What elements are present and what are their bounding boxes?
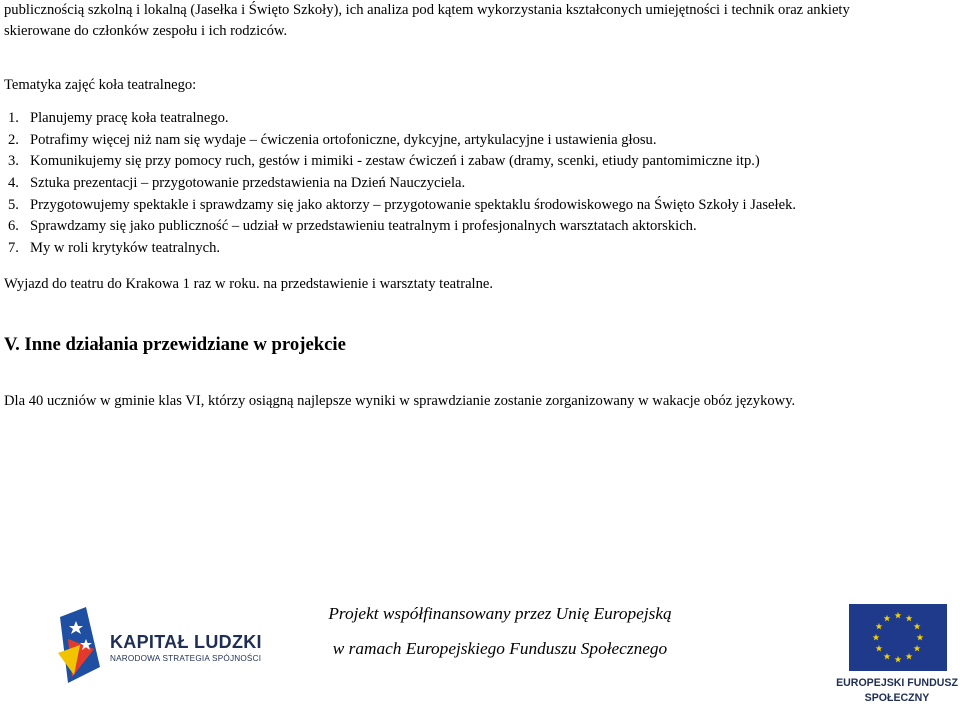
list-item-number: 5. — [8, 196, 19, 213]
list-item — [4, 108, 954, 130]
intro-paragraph — [4, 0, 954, 42]
topics-list — [4, 108, 954, 260]
list-item-number: 6. — [8, 218, 19, 235]
eu-fund-label-line-1: EUROPEJSKI FUNDUSZ — [836, 677, 958, 689]
list-item-text: Potrafimy więcej niż nam się wydaje – ćwiczenia ortofoniczne, dykcyjne, artykulacyjne i ustawienia głosu. — [30, 131, 657, 148]
list-item-number: 4. — [8, 175, 19, 192]
list-item-text: Planujemy pracę koła teatralnego. — [30, 110, 229, 126]
list-item-text: Przygotowujemy spektakle i sprawdzamy się jako aktorzy – przygotowanie spektaklu środowiskowego na Święto Szkoły i Jasełek. — [30, 196, 797, 213]
list-item-text: Sztuka prezentacji – przygotowanie przedstawienia na Dzień Nauczyciela. — [30, 175, 466, 192]
language-camp-text: Dla 40 uczniów w gminie klas VI, którzy osiągną najlepsze wyniki w sprawdzianie zostanie zorganizowany w wakacje obóz językowy. — [4, 393, 796, 409]
footer-cofinancing-line-1: Projekt współfinansowany przez Unię Europejską — [328, 604, 672, 623]
list-item-number: 2. — [8, 131, 19, 148]
footer-cofinancing-line-2: w ramach Europejskiego Funduszu Społecznego — [332, 639, 668, 658]
list-item — [4, 238, 954, 260]
list-item — [4, 130, 954, 152]
list-item — [4, 173, 954, 195]
theatre-trip-text: Wyjazd do teatru do Krakowa 1 raz w roku. na przedstawienie i warsztaty teatralne. — [4, 276, 494, 292]
eu-flag-icon — [849, 604, 947, 671]
list-item-number: 7. — [8, 240, 19, 257]
list-item-number: 1. — [8, 110, 19, 126]
list-item — [4, 216, 954, 238]
list-item-text: Sprawdzamy się jako publiczność – udział w przedstawieniu teatralnym i profesjonalnych warsztatach aktorskich. — [30, 218, 697, 235]
list-item-number: 3. — [8, 153, 19, 170]
kl-logo-subtitle: NARODOWA STRATEGIA SPÓJNOŚCI — [110, 654, 262, 663]
kl-logo-name: KAPITAŁ LUDZKI — [110, 632, 262, 652]
list-item-text: Komunikujemy się przy pomocy ruch, gestów i mimiki - zestaw ćwiczeń i zabaw (dramy, scenki, etiudy pantomimiczne itp.) — [30, 153, 760, 170]
list-item-text: My w roli krytyków teatralnych. — [30, 240, 221, 257]
section-title: V. Inne działania przewidziane w projekcie — [4, 334, 346, 355]
list-item — [4, 151, 954, 173]
eu-fund-label-line-2: SPOŁECZNY — [864, 692, 930, 704]
topics-heading: Tematyka zajęć koła teatralnego: — [4, 77, 197, 93]
intro-line-2: skierowane do członków zespołu i ich rodziców. — [4, 23, 288, 39]
list-item — [4, 195, 954, 217]
intro-line-1: publicznością szkolną i lokalną (Jasełka i Święto Szkoły), ich analiza pod kątem wykorzystania kształconych umiejętności i technik oraz ankiety — [4, 2, 850, 18]
